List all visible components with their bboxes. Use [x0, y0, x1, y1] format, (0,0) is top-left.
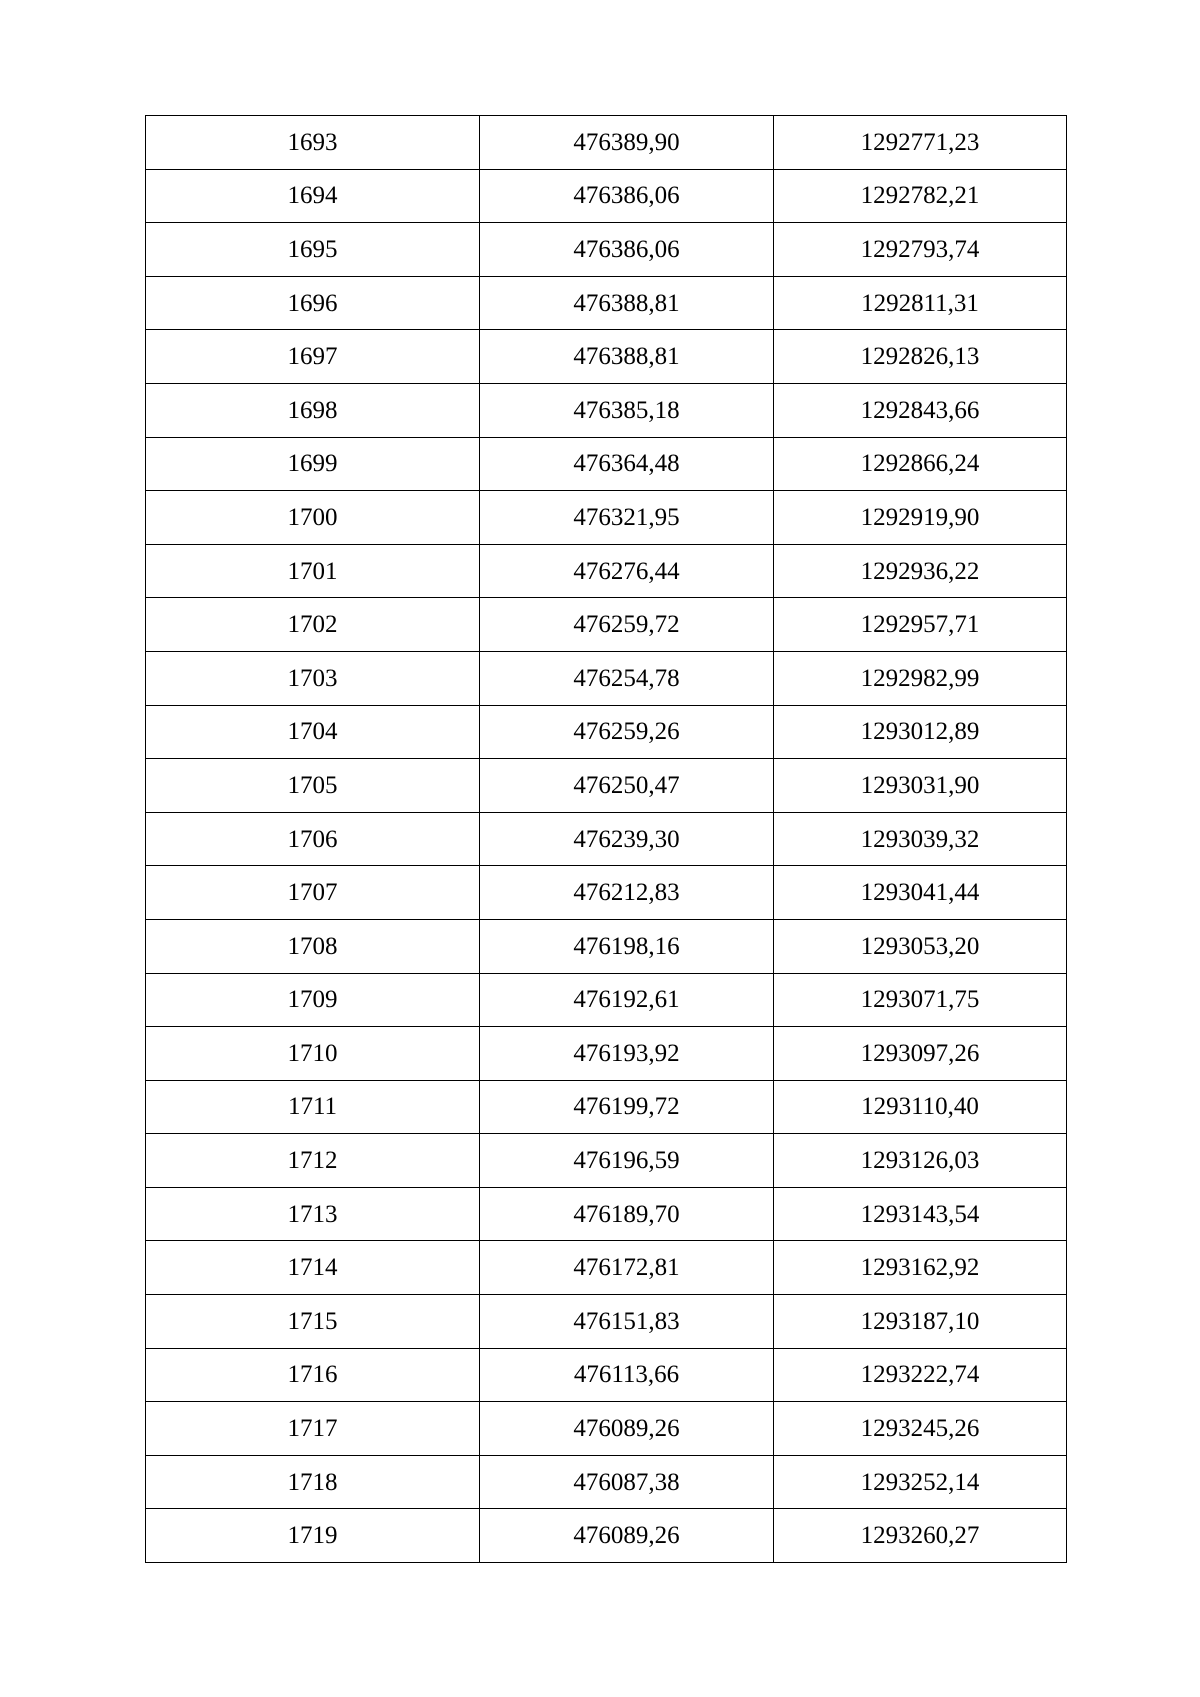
table-row	[146, 1187, 1067, 1241]
point-number-cell: 1693	[146, 116, 480, 170]
table-row	[146, 1402, 1067, 1456]
point-number-cell: 1714	[146, 1241, 480, 1295]
x-coordinate-cell: 476386,06	[480, 169, 774, 223]
table-row	[146, 1509, 1067, 1563]
y-coordinate-cell: 1293126,03	[774, 1134, 1067, 1188]
point-number-cell: 1709	[146, 973, 480, 1027]
table-row	[146, 437, 1067, 491]
y-coordinate-cell: 1292982,99	[774, 651, 1067, 705]
y-coordinate-cell: 1293252,14	[774, 1455, 1067, 1509]
x-coordinate-cell: 476250,47	[480, 759, 774, 813]
point-number-cell: 1699	[146, 437, 480, 491]
y-coordinate-cell: 1292843,66	[774, 383, 1067, 437]
y-coordinate-cell: 1293110,40	[774, 1080, 1067, 1134]
y-coordinate-cell: 1292919,90	[774, 491, 1067, 545]
x-coordinate-cell: 476276,44	[480, 544, 774, 598]
point-number-cell: 1696	[146, 276, 480, 330]
coordinates-table-body	[146, 116, 1067, 1563]
point-number-cell: 1707	[146, 866, 480, 920]
y-coordinate-cell: 1292936,22	[774, 544, 1067, 598]
table-row	[146, 491, 1067, 545]
x-coordinate-cell: 476087,38	[480, 1455, 774, 1509]
table-row	[146, 1295, 1067, 1349]
y-coordinate-cell: 1292957,71	[774, 598, 1067, 652]
point-number-cell: 1706	[146, 812, 480, 866]
y-coordinate-cell: 1293031,90	[774, 759, 1067, 813]
table-row	[146, 705, 1067, 759]
table-row	[146, 1080, 1067, 1134]
table-row	[146, 1134, 1067, 1188]
y-coordinate-cell: 1292811,31	[774, 276, 1067, 330]
y-coordinate-cell: 1292782,21	[774, 169, 1067, 223]
y-coordinate-cell: 1293162,92	[774, 1241, 1067, 1295]
y-coordinate-cell: 1293187,10	[774, 1295, 1067, 1349]
point-number-cell: 1719	[146, 1509, 480, 1563]
y-coordinate-cell: 1292826,13	[774, 330, 1067, 384]
y-coordinate-cell: 1293245,26	[774, 1402, 1067, 1456]
point-number-cell: 1713	[146, 1187, 480, 1241]
y-coordinate-cell: 1293012,89	[774, 705, 1067, 759]
point-number-cell: 1703	[146, 651, 480, 705]
y-coordinate-cell: 1293053,20	[774, 919, 1067, 973]
point-number-cell: 1710	[146, 1027, 480, 1081]
y-coordinate-cell: 1293071,75	[774, 973, 1067, 1027]
x-coordinate-cell: 476389,90	[480, 116, 774, 170]
x-coordinate-cell: 476199,72	[480, 1080, 774, 1134]
coordinates-table	[145, 115, 1067, 1563]
table-row	[146, 169, 1067, 223]
x-coordinate-cell: 476193,92	[480, 1027, 774, 1081]
table-row	[146, 223, 1067, 277]
table-row	[146, 1241, 1067, 1295]
table-row	[146, 383, 1067, 437]
x-coordinate-cell: 476388,81	[480, 330, 774, 384]
table-row	[146, 116, 1067, 170]
y-coordinate-cell: 1293041,44	[774, 866, 1067, 920]
y-coordinate-cell: 1293097,26	[774, 1027, 1067, 1081]
y-coordinate-cell: 1293039,32	[774, 812, 1067, 866]
x-coordinate-cell: 476189,70	[480, 1187, 774, 1241]
x-coordinate-cell: 476239,30	[480, 812, 774, 866]
point-number-cell: 1700	[146, 491, 480, 545]
x-coordinate-cell: 476198,16	[480, 919, 774, 973]
table-row	[146, 919, 1067, 973]
x-coordinate-cell: 476212,83	[480, 866, 774, 920]
x-coordinate-cell: 476386,06	[480, 223, 774, 277]
point-number-cell: 1712	[146, 1134, 480, 1188]
table-row	[146, 866, 1067, 920]
x-coordinate-cell: 476151,83	[480, 1295, 774, 1349]
x-coordinate-cell: 476364,48	[480, 437, 774, 491]
point-number-cell: 1702	[146, 598, 480, 652]
y-coordinate-cell: 1293260,27	[774, 1509, 1067, 1563]
point-number-cell: 1715	[146, 1295, 480, 1349]
point-number-cell: 1695	[146, 223, 480, 277]
x-coordinate-cell: 476089,26	[480, 1509, 774, 1563]
table-row	[146, 276, 1067, 330]
point-number-cell: 1705	[146, 759, 480, 813]
x-coordinate-cell: 476385,18	[480, 383, 774, 437]
point-number-cell: 1698	[146, 383, 480, 437]
table-row	[146, 1348, 1067, 1402]
point-number-cell: 1697	[146, 330, 480, 384]
table-row	[146, 544, 1067, 598]
y-coordinate-cell: 1293222,74	[774, 1348, 1067, 1402]
x-coordinate-cell: 476388,81	[480, 276, 774, 330]
x-coordinate-cell: 476089,26	[480, 1402, 774, 1456]
point-number-cell: 1694	[146, 169, 480, 223]
y-coordinate-cell: 1293143,54	[774, 1187, 1067, 1241]
point-number-cell: 1711	[146, 1080, 480, 1134]
point-number-cell: 1704	[146, 705, 480, 759]
x-coordinate-cell: 476113,66	[480, 1348, 774, 1402]
point-number-cell: 1708	[146, 919, 480, 973]
x-coordinate-cell: 476192,61	[480, 973, 774, 1027]
table-row	[146, 1027, 1067, 1081]
x-coordinate-cell: 476196,59	[480, 1134, 774, 1188]
table-row	[146, 651, 1067, 705]
point-number-cell: 1701	[146, 544, 480, 598]
table-row	[146, 330, 1067, 384]
table-row	[146, 812, 1067, 866]
table-row	[146, 759, 1067, 813]
point-number-cell: 1717	[146, 1402, 480, 1456]
table-row	[146, 973, 1067, 1027]
point-number-cell: 1716	[146, 1348, 480, 1402]
x-coordinate-cell: 476259,26	[480, 705, 774, 759]
x-coordinate-cell: 476321,95	[480, 491, 774, 545]
y-coordinate-cell: 1292866,24	[774, 437, 1067, 491]
y-coordinate-cell: 1292793,74	[774, 223, 1067, 277]
y-coordinate-cell: 1292771,23	[774, 116, 1067, 170]
x-coordinate-cell: 476259,72	[480, 598, 774, 652]
table-row	[146, 598, 1067, 652]
point-number-cell: 1718	[146, 1455, 480, 1509]
table-row	[146, 1455, 1067, 1509]
x-coordinate-cell: 476172,81	[480, 1241, 774, 1295]
x-coordinate-cell: 476254,78	[480, 651, 774, 705]
